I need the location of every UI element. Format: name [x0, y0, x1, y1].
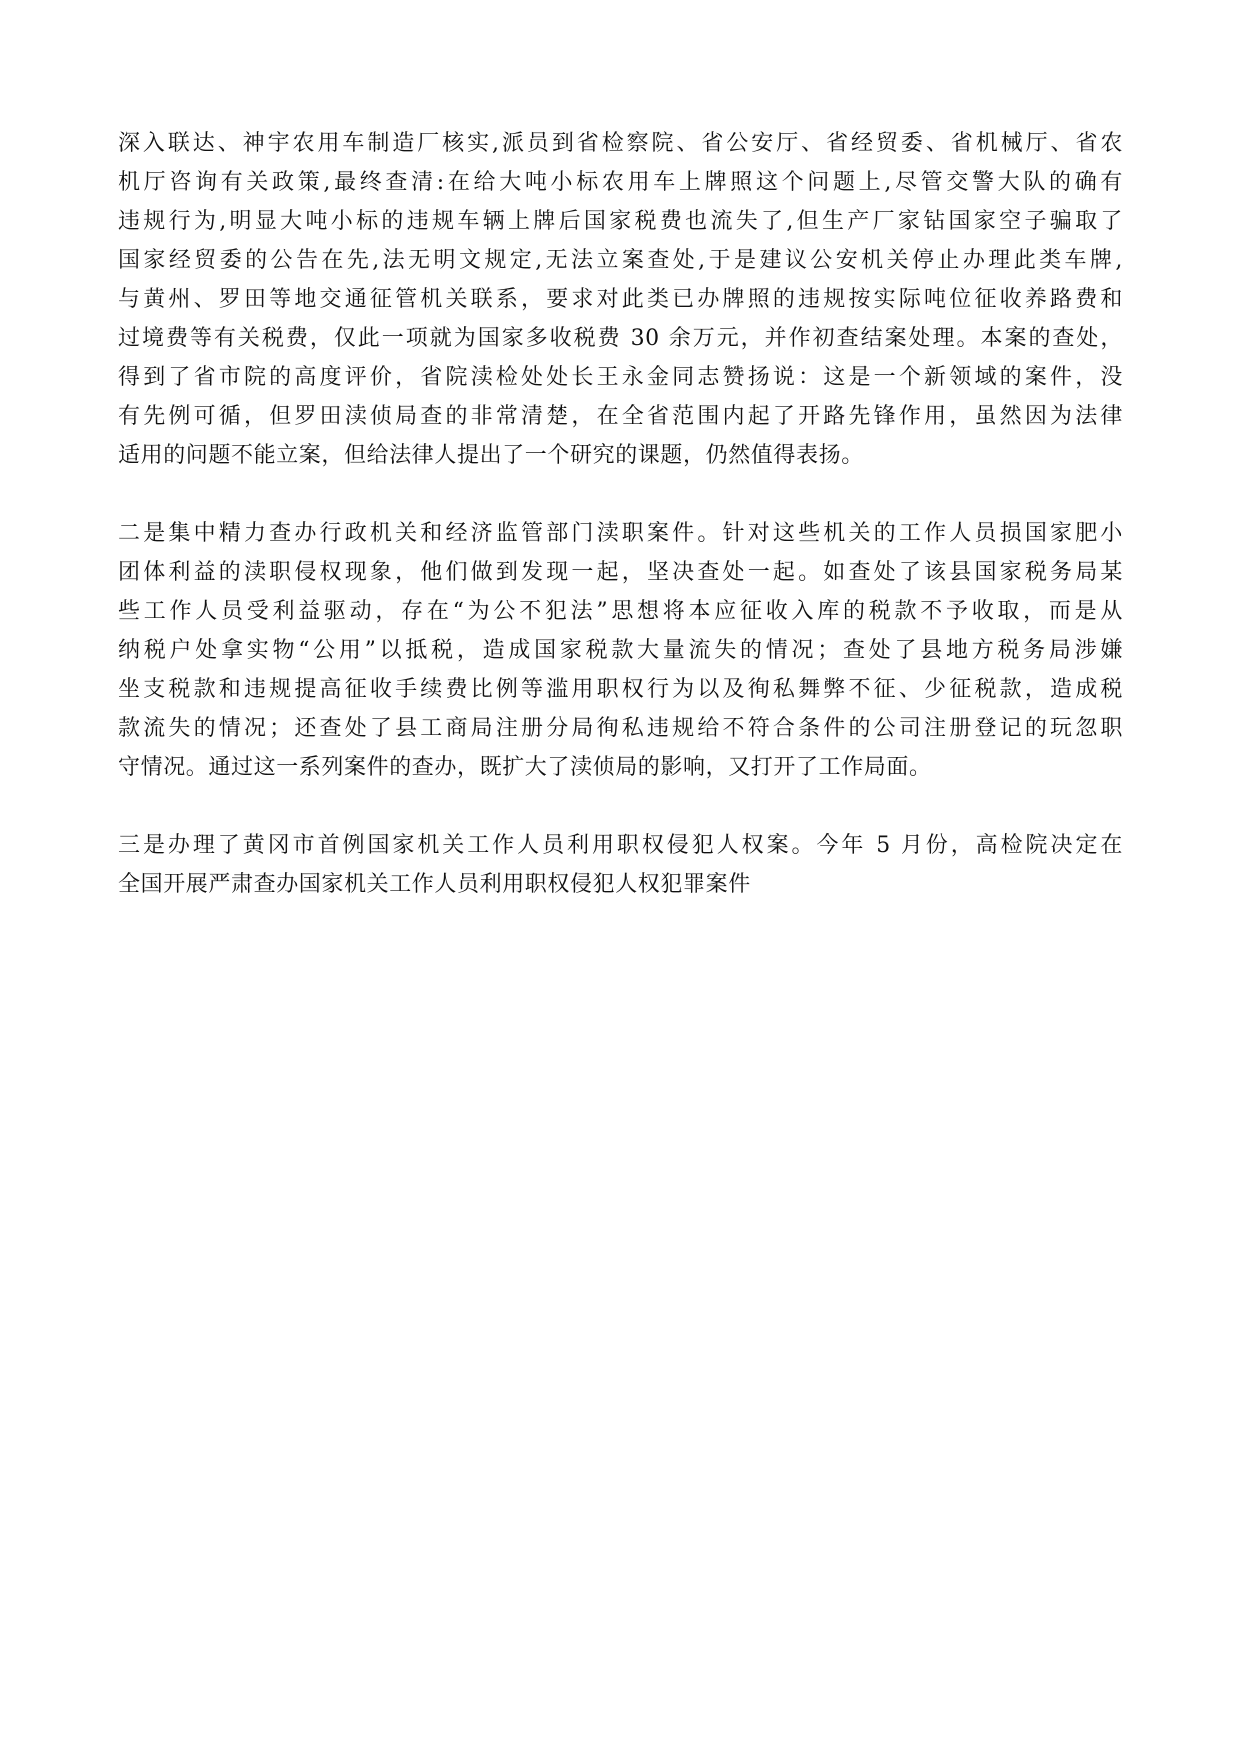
paragraph-1 — [118, 124, 1123, 475]
text-line: 得到了省市院的高度评价，省院渎检处处长王永金同志赞扬说：这是一个新领域的案件，没 — [118, 365, 1123, 390]
text-line: 深入联达、神宇农用车制造厂核实,派员到省检察院、省公安厅、省经贸委、省机械厅、省农 — [118, 131, 1123, 156]
text-line: 适用的问题不能立案，但给法律人提出了一个研究的课题，仍然值得表扬。 — [118, 443, 864, 468]
text-line: 款流失的情况；还查处了县工商局注册分局徇私违规给不符合条件的公司注册登记的玩忽职 — [118, 716, 1123, 741]
text-line: 全国开展严肃查办国家机关工作人员利用职权侵犯人权犯罪案件 — [118, 872, 751, 897]
text-line: 些工作人员受利益驱动，存在“为公不犯法”思想将本应征收入库的税款不予收取，而是从 — [118, 599, 1123, 624]
text-line: 有先例可循，但罗田渎侦局查的非常清楚，在全省范围内起了开路先锋作用，虽然因为法律 — [118, 404, 1123, 429]
text-line: 过境费等有关税费，仅此一项就为国家多收税费 30 余万元，并作初查结案处理。本案的查处， — [118, 326, 1123, 351]
paragraph-2 — [118, 514, 1123, 787]
text-line: 二是集中精力查办行政机关和经济监管部门渎职案件。针对这些机关的工作人员损国家肥小 — [118, 521, 1123, 546]
text-line: 纳税户处拿实物“公用”以抵税，造成国家税款大量流失的情况；查处了县地方税务局涉嫌 — [118, 638, 1123, 663]
text-line: 违规行为,明显大吨小标的违规车辆上牌后国家税费也流失了,但生产厂家钻国家空子骗取了 — [118, 209, 1123, 234]
text-line: 坐支税款和违规提高征收手续费比例等滥用职权行为以及徇私舞弊不征、少征税款，造成税 — [118, 677, 1123, 702]
paragraph-3 — [118, 826, 1123, 904]
text-line: 国家经贸委的公告在先,法无明文规定,无法立案查处,于是建议公安机关停止办理此类车牌, — [118, 248, 1123, 273]
text-line: 守情况。通过这一系列案件的查办，既扩大了渎侦局的影响，又打开了工作局面。 — [118, 755, 932, 780]
text-line: 机厅咨询有关政策,最终查清:在给大吨小标农用车上牌照这个问题上,尽管交警大队的确有 — [118, 170, 1123, 195]
document-body — [118, 124, 1123, 943]
text-line: 与黄州、罗田等地交通征管机关联系，要求对此类已办牌照的违规按实际吨位征收养路费和 — [118, 287, 1123, 312]
text-line: 团体利益的渎职侵权现象，他们做到发现一起，坚决查处一起。如查处了该县国家税务局某 — [118, 560, 1123, 585]
text-line: 三是办理了黄冈市首例国家机关工作人员利用职权侵犯人权案。今年 5 月份，高检院决定在 — [118, 833, 1123, 858]
